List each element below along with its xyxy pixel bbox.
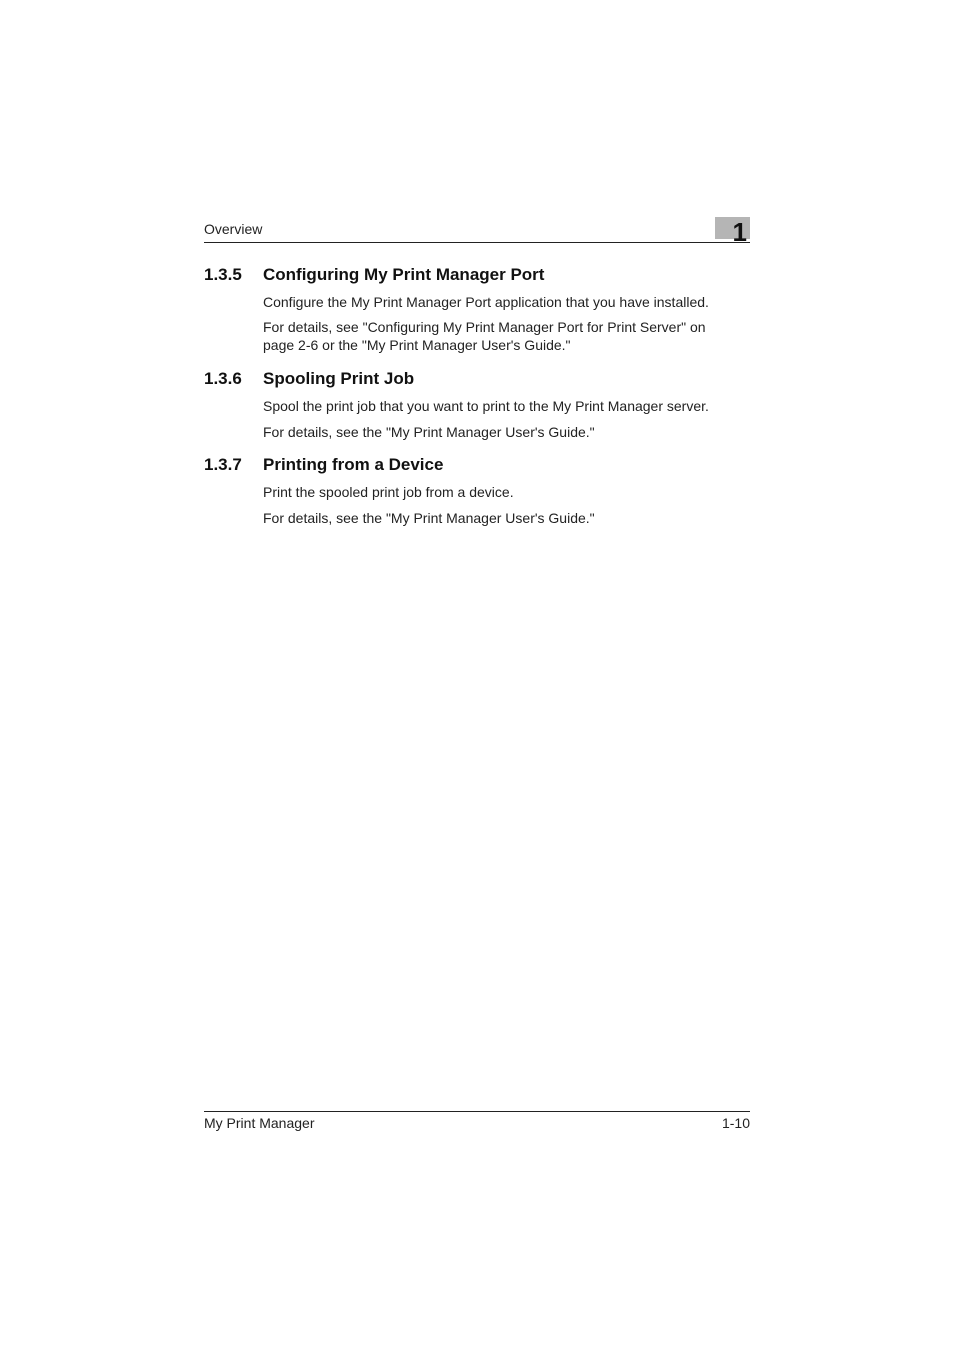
- section-title: Configuring My Print Manager Port: [263, 265, 545, 284]
- page-header: [204, 217, 750, 247]
- section-heading: [204, 455, 750, 477]
- page-number: 1-10: [721, 1115, 750, 1131]
- section-heading: [204, 265, 750, 287]
- paragraph: Configure the My Print Manager Port application that you have installed.: [263, 294, 709, 310]
- section-1-3-7: [204, 455, 750, 527]
- paragraph: For details, see "Configuring My Print Manager Port for Print Server" on page 2-6 or the "My Print Manager User's Guide.": [263, 319, 706, 353]
- chapter-badge: [715, 217, 750, 247]
- section-title: Spooling Print Job: [263, 369, 415, 388]
- paragraph: For details, see the "My Print Manager User's Guide.": [263, 510, 595, 526]
- paragraph: Spool the print job that you want to print to the My Print Manager server.: [263, 398, 709, 414]
- chapter-number: 1: [732, 217, 747, 247]
- footer-product: My Print Manager: [204, 1115, 315, 1131]
- section-1-3-5: [204, 265, 750, 354]
- paragraph: For details, see the "My Print Manager User's Guide.": [263, 424, 595, 440]
- section-title: Printing from a Device: [263, 455, 444, 474]
- section-heading: [204, 369, 750, 391]
- page-footer: [204, 1111, 750, 1136]
- section-number: 1.3.7: [204, 455, 242, 474]
- section-1-3-6: [204, 369, 750, 441]
- section-number: 1.3.5: [204, 265, 242, 284]
- section-number: 1.3.6: [204, 369, 242, 388]
- header-title: Overview: [204, 221, 263, 237]
- paragraph: Print the spooled print job from a device.: [263, 484, 514, 500]
